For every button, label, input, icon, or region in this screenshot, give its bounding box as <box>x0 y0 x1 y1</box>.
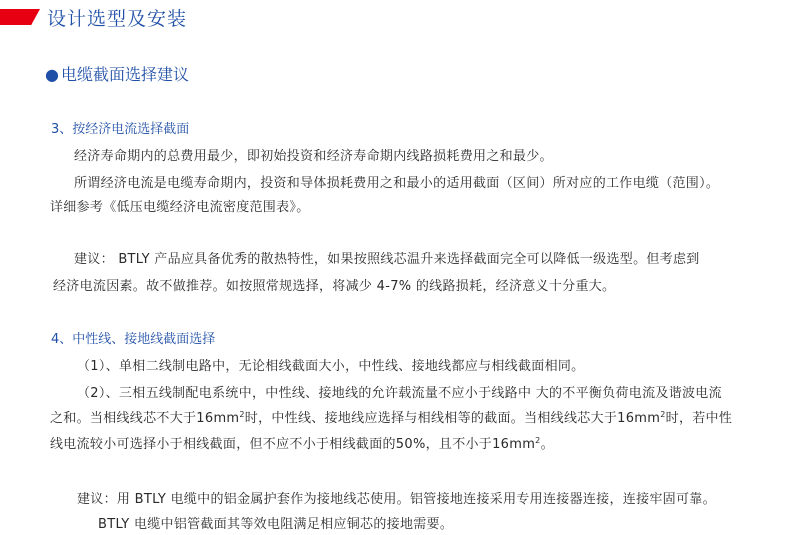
bullet-icon: ● <box>45 65 59 84</box>
subtitle-text: 电缆截面选择建议 <box>60 65 189 84</box>
section4-advice-line2: BTLY 电缆中铝管截面其等效电阻满足相应铜芯的接地需要。 <box>98 517 454 532</box>
section3-line2: 所谓经济电流是电缆寿命期内，投资和导体损耗费用之和最小的适用截面（区间）所对应的工作电缆（范围）。 <box>74 176 720 191</box>
section4-item2-line1: （2）、三相五线制配电系统中，中性线、接地线的允许载流量不应小于线路中 大的不平衡负荷电流及谐波电流 <box>77 386 722 401</box>
section3-line1: 经济寿命期内的总费用最少，即初始投资和经济寿命期内线路损耗费用之和最少。 <box>74 149 553 164</box>
section3-advice-line2: 经济电流因素。故不做推荐。如按照常规选择，将减少 4-7% 的线路损耗，经济意义十分重大。 <box>53 279 616 294</box>
section-subtitle <box>45 62 189 85</box>
section3-line3: 详细参考《低压电缆经济电流密度范围表》。 <box>50 200 310 215</box>
section4-advice-line1: 建议：用 BTLY 电缆中的铝金属护套作为接地线芯使用。铝管接地连接采用专用连接器连接，连接牢固可靠。 <box>77 492 716 507</box>
page-title: 设计选型及安装 <box>47 8 188 30</box>
section3-heading: 3、按经济电流选择截面 <box>51 122 190 137</box>
section4-item1: （1）、单相二线制电路中，无论相线截面大小，中性线、接地线都应与相线截面相同。 <box>77 359 585 374</box>
section3-advice-line1: 建议： BTLY 产品应具备优秀的散热特性，如果按照线芯温升来选择截面完全可以降低一级选型。但考虑到 <box>74 252 700 267</box>
section4-item2-line2: 之和。当相线线芯不大于$16mm^2$时，中性线、接地线应选择与相线相等的截面。当相线线芯大于$16mm^2$时，若中性 <box>50 410 733 426</box>
header-accent-bar <box>0 9 40 25</box>
section4-item2-line3: 线电流较小可选择小于相线截面，但不应不小于相线截面的50%，且不小于$16mm^2$。 <box>50 436 554 452</box>
section4-heading: 4、中性线、接地线截面选择 <box>51 332 216 347</box>
